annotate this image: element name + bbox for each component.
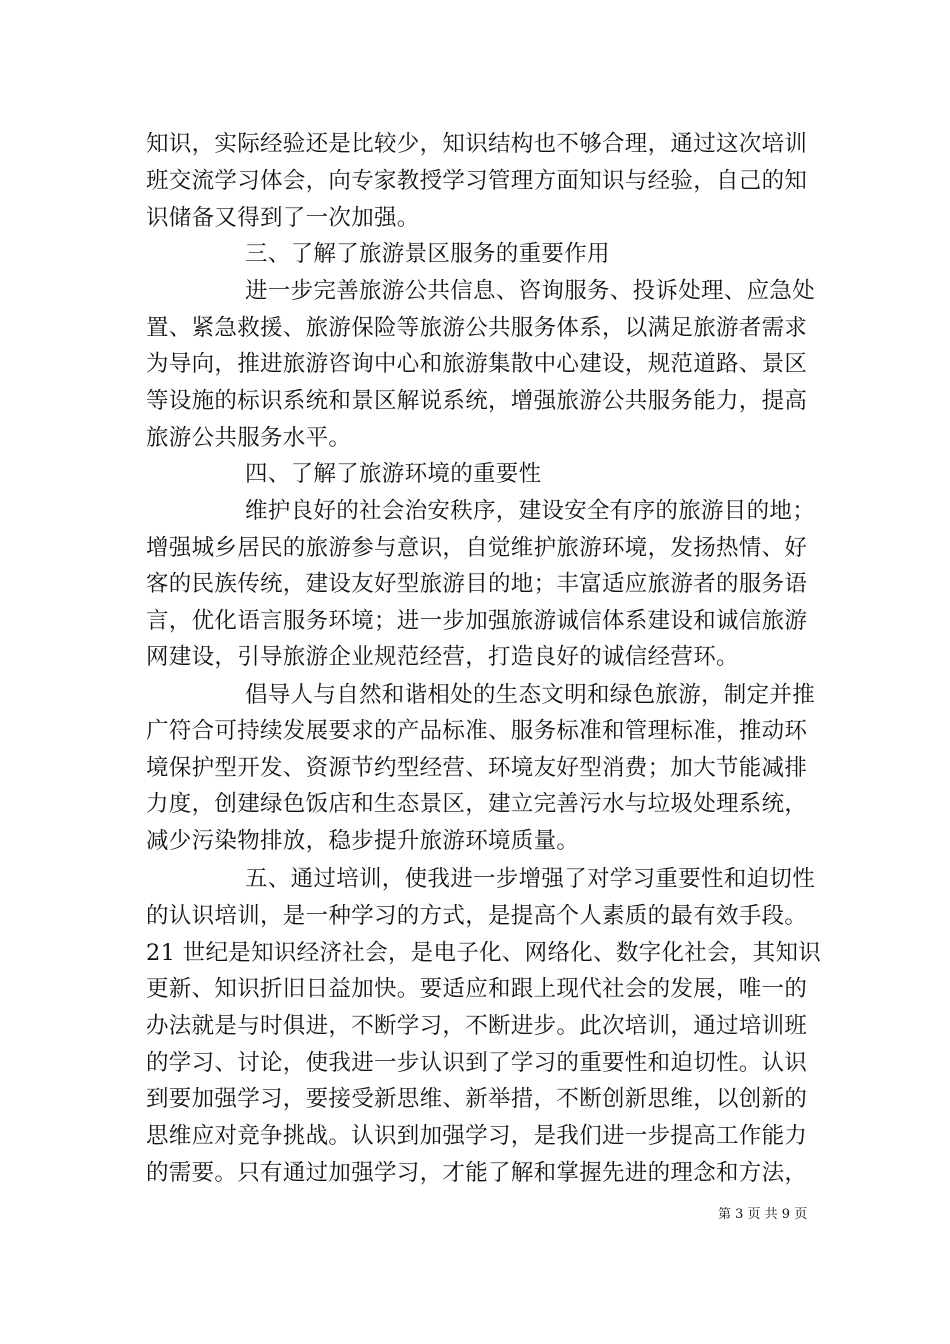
text-line: 力度，创建绿色饭店和生态景区，建立完善污水与垃圾处理系统， (146, 791, 808, 817)
text-line: 减少污染物排放，稳步提升旅游环境质量。 (146, 828, 580, 854)
page-number: 第 3 页 共 9 页 (718, 1207, 808, 1222)
section-heading: 四、了解了旅游环境的重要性 (245, 461, 542, 487)
text-line: 言，优化语言服务环境；进一步加强旅游诚信体系建设和诚信旅游 (146, 608, 808, 634)
text-line: 广符合可持续发展要求的产品标准、服务标准和管理标准，推动环 (146, 718, 808, 744)
text-line: 思维应对竞争挑战。认识到加强学习，是我们进一步提高工作能力 (146, 1123, 808, 1149)
text-line: 为导向，推进旅游咨询中心和旅游集散中心建设，规范道路、景区 (146, 351, 808, 377)
text-line: 旅游公共服务水平。 (146, 425, 352, 451)
section-heading: 五、通过培训，使我进一步增强了对学习重要性和迫切性 (245, 866, 816, 892)
text-line: 等设施的标识系统和景区解说系统，增强旅游公共服务能力，提高 (146, 388, 808, 414)
text-line: 网建设，引导旅游企业规范经营，打造良好的诚信经营环。 (146, 644, 739, 670)
text-line: 境保护型开发、资源节约型经营、环境友好型消费；加大节能减排 (146, 755, 808, 781)
text-line: 增强城乡居民的旅游参与意识，自觉维护旅游环境，发扬热情、好 (146, 535, 808, 561)
text-line: 到要加强学习，要接受新思维、新举措，不断创新思维，以创新的 (146, 1086, 808, 1112)
text-line: 的认识培训，是一种学习的方式，是提高个人素质的最有效手段。 (146, 903, 808, 929)
text-line: 21 世纪是知识经济社会，是电子化、网络化、数字化社会，其知识 (146, 940, 822, 966)
text-line: 置、紧急救援、旅游保险等旅游公共服务体系，以满足旅游者需求 (146, 315, 808, 341)
text-line: 班交流学习体会，向专家教授学习管理方面知识与经验，自己的知 (146, 168, 808, 194)
text-line: 倡导人与自然和谐相处的生态文明和绿色旅游，制定并推 (245, 682, 816, 708)
text-line: 识储备又得到了一次加强。 (146, 205, 420, 231)
text-line: 更新、知识折旧日益加快。要适应和跟上现代社会的发展，唯一的 (146, 976, 808, 1002)
text-line: 的学习、讨论，使我进一步认识到了学习的重要性和迫切性。认识 (146, 1050, 808, 1076)
text-line: 客的民族传统，建设友好型旅游目的地；丰富适应旅游者的服务语 (146, 571, 808, 597)
text-line: 维护良好的社会治安秩序，建设安全有序的旅游目的地； (245, 498, 816, 524)
text-line: 办法就是与时俱进，不断学习，不断进步。此次培训，通过培训班 (146, 1013, 808, 1039)
text-line: 知识，实际经验还是比较少，知识结构也不够合理，通过这次培训 (146, 131, 808, 157)
text-line: 的需要。只有通过加强学习，才能了解和掌握先进的理念和方法， (146, 1160, 808, 1186)
section-heading: 三、了解了旅游景区服务的重要作用 (245, 241, 610, 267)
text-line: 进一步完善旅游公共信息、咨询服务、投诉处理、应急处 (245, 278, 816, 304)
